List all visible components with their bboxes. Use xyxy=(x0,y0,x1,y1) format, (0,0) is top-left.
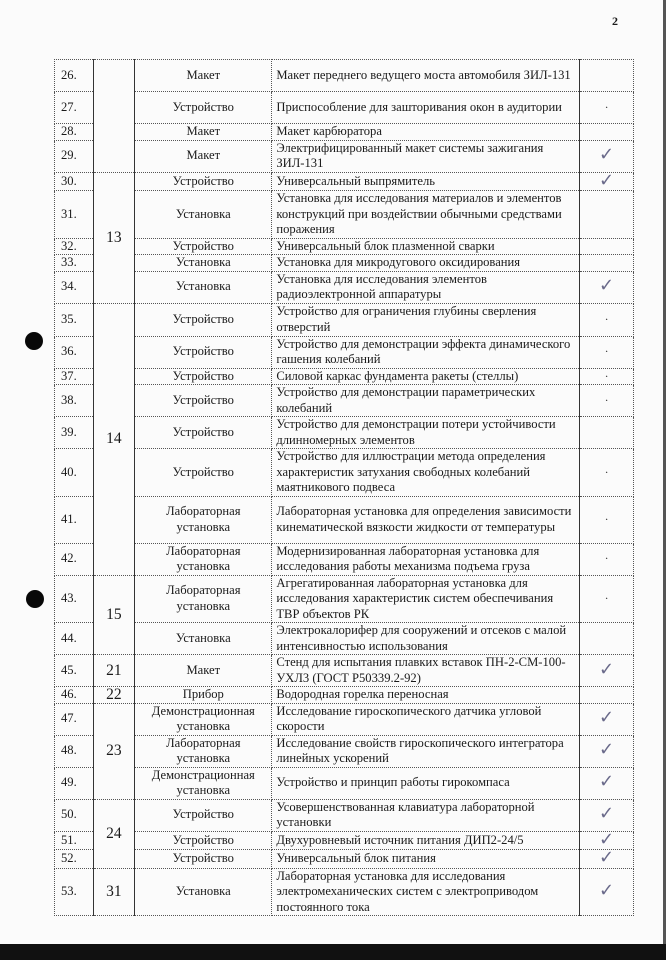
table-row xyxy=(55,655,634,687)
equipment-type: Макет xyxy=(135,60,272,92)
checkmark-icon: ✓ xyxy=(599,849,615,868)
row-number: 35. xyxy=(55,303,94,336)
equipment-description: Макет переднего ведущего моста автомобиля ЗИЛ-131 xyxy=(272,60,580,92)
row-number: 48. xyxy=(55,735,94,767)
equipment-description: Усовершенствованная клавиатура лабораторной установки xyxy=(272,799,580,831)
equipment-description: Водородная горелка переносная xyxy=(272,687,580,704)
row-number: 44. xyxy=(55,623,94,655)
equipment-description: Устройство для демонстрации параметрических колебаний xyxy=(272,385,580,417)
table-row xyxy=(55,60,634,92)
row-number: 50. xyxy=(55,799,94,831)
row-number: 47. xyxy=(55,703,94,735)
table-row xyxy=(55,850,634,869)
checkmark-icon: ✓ xyxy=(599,275,615,297)
equipment-description: Приспособление для зашторивания окон в аудитории xyxy=(272,92,580,124)
dot-mark-icon: · xyxy=(604,511,609,526)
equipment-description: Установка для исследования материалов и элементов конструкций при воздействии обычными средствами поражения xyxy=(272,191,580,239)
equipment-description: Устройство для ограничения глубины сверления отверстий xyxy=(272,303,580,336)
equipment-description: Силовой каркас фундамента ракеты (стеллы) xyxy=(272,368,580,385)
equipment-type: Установка xyxy=(135,623,272,655)
table-row xyxy=(55,255,634,272)
row-number: 29. xyxy=(55,140,94,172)
equipment-type: Макет xyxy=(135,140,272,172)
check-cell xyxy=(580,687,634,704)
table-row xyxy=(55,687,634,704)
equipment-description: Универсальный выпрямитель xyxy=(272,172,580,191)
checkmark-icon: ✓ xyxy=(599,172,615,191)
equipment-type: Устройство xyxy=(135,799,272,831)
table-row xyxy=(55,385,634,417)
hole-punch xyxy=(26,590,44,608)
page-number: 2 xyxy=(612,14,618,28)
check-cell xyxy=(580,60,634,92)
equipment-description: Лабораторная установка для исследования электромеханических систем с электроприводом постоянного тока xyxy=(272,868,580,916)
row-number: 43. xyxy=(55,575,94,623)
equipment-description: Исследование гироскопического датчика угловой скорости xyxy=(272,703,580,735)
check-cell xyxy=(580,767,634,799)
row-number: 40. xyxy=(55,449,94,497)
equipment-type: Устройство xyxy=(135,417,272,449)
equipment-type: Устройство xyxy=(135,850,272,869)
row-number: 46. xyxy=(55,687,94,704)
check-cell xyxy=(580,271,634,303)
table-row xyxy=(55,92,634,124)
group-number: 22 xyxy=(93,687,135,704)
equipment-description: Макет карбюратора xyxy=(272,124,580,141)
row-number: 45. xyxy=(55,655,94,687)
row-number: 37. xyxy=(55,368,94,385)
equipment-type: Устройство xyxy=(135,172,272,191)
table-row xyxy=(55,831,634,850)
check-cell xyxy=(580,255,634,272)
row-number: 31. xyxy=(55,191,94,239)
table-row xyxy=(55,496,634,543)
row-number: 27. xyxy=(55,92,94,124)
equipment-description: Электрокалорифер для сооружений и отсеков с малой интенсивностью использования xyxy=(272,623,580,655)
equipment-type: Установка xyxy=(135,271,272,303)
row-number: 52. xyxy=(55,850,94,869)
equipment-type: Лабораторная установка xyxy=(135,496,272,543)
row-number: 38. xyxy=(55,385,94,417)
equipment-type: Установка xyxy=(135,255,272,272)
equipment-description: Установка для исследования элементов радиоэлектронной аппаратуры xyxy=(272,271,580,303)
row-number: 32. xyxy=(55,238,94,255)
table-row xyxy=(55,543,634,575)
row-number: 26. xyxy=(55,60,94,92)
row-number: 53. xyxy=(55,868,94,916)
group-number: 14 xyxy=(93,303,135,575)
equipment-type: Устройство xyxy=(135,385,272,417)
check-cell xyxy=(580,496,634,543)
check-cell xyxy=(580,336,634,368)
check-cell xyxy=(580,368,634,385)
equipment-description: Универсальный блок плазменной сварки xyxy=(272,238,580,255)
row-number: 49. xyxy=(55,767,94,799)
check-cell xyxy=(580,172,634,191)
equipment-description: Универсальный блок питания xyxy=(272,850,580,869)
row-number: 34. xyxy=(55,271,94,303)
table-row xyxy=(55,623,634,655)
table-row xyxy=(55,336,634,368)
check-cell xyxy=(580,124,634,141)
row-number: 39. xyxy=(55,417,94,449)
table-row xyxy=(55,767,634,799)
group-number: 15 xyxy=(93,575,135,655)
check-cell xyxy=(580,735,634,767)
equipment-type: Прибор xyxy=(135,687,272,704)
check-cell xyxy=(580,417,634,449)
equipment-description: Устройство и принцип работы гирокомпаса xyxy=(272,767,580,799)
equipment-description: Исследование свойств гироскопического интегратора линейных ускорений xyxy=(272,735,580,767)
group-number: 23 xyxy=(93,703,135,799)
check-cell xyxy=(580,703,634,735)
group-number: 21 xyxy=(93,655,135,687)
table-row xyxy=(55,172,634,191)
check-cell xyxy=(580,799,634,831)
check-cell xyxy=(580,655,634,687)
table-row xyxy=(55,124,634,141)
equipment-type: Лабораторная установка xyxy=(135,575,272,623)
check-cell xyxy=(580,238,634,255)
table-row xyxy=(55,417,634,449)
scan-bottom-band xyxy=(0,944,666,960)
check-cell xyxy=(580,850,634,869)
row-number: 28. xyxy=(55,124,94,141)
checkmark-icon: ✓ xyxy=(599,771,615,793)
equipment-type: Устройство xyxy=(135,449,272,497)
equipment-description: Установка для микродугового оксидирования xyxy=(272,255,580,272)
equipment-type: Демонстрационная установка xyxy=(135,767,272,799)
dot-mark-icon: · xyxy=(604,591,609,605)
check-cell xyxy=(580,868,634,916)
dot-mark-icon: · xyxy=(604,551,609,566)
group-number: 13 xyxy=(93,172,135,303)
equipment-type: Установка xyxy=(135,191,272,239)
equipment-description: Двухуровневый источник питания ДИП2-24/5 xyxy=(272,831,580,850)
dot-mark-icon: · xyxy=(604,311,609,326)
table-row xyxy=(55,303,634,336)
checkmark-icon: ✓ xyxy=(599,880,615,901)
table-row xyxy=(55,735,634,767)
equipment-description: Устройство для демонстрации эффекта динамического гашения колебаний xyxy=(272,336,580,368)
group-number: 24 xyxy=(93,799,135,868)
equipment-type: Лабораторная установка xyxy=(135,735,272,767)
table-row xyxy=(55,368,634,385)
row-number: 51. xyxy=(55,831,94,850)
equipment-type: Устройство xyxy=(135,303,272,336)
equipment-type: Установка xyxy=(135,868,272,916)
checkmark-icon: ✓ xyxy=(599,803,615,825)
dot-mark-icon: · xyxy=(604,464,609,479)
check-cell xyxy=(580,449,634,497)
table-row xyxy=(55,238,634,255)
equipment-type: Устройство xyxy=(135,368,272,385)
table-row xyxy=(55,191,634,239)
equipment-description: Агрегатированная лабораторная установка для исследования характеристик систем обеспечивания ТВР объектов РК xyxy=(272,575,580,623)
equipment-type: Устройство xyxy=(135,238,272,255)
equipment-type: Устройство xyxy=(135,336,272,368)
dot-mark-icon: · xyxy=(604,392,609,407)
check-cell xyxy=(580,831,634,850)
checkmark-icon: ✓ xyxy=(599,707,615,729)
dot-mark-icon: · xyxy=(604,99,609,114)
equipment-type: Лабораторная установка xyxy=(135,543,272,575)
check-cell xyxy=(580,385,634,417)
dot-mark-icon: · xyxy=(604,344,609,359)
check-cell xyxy=(580,92,634,124)
checkmark-icon: ✓ xyxy=(599,144,615,166)
equipment-description: Модернизированная лабораторная установка для исследования работы механизма подъема груза xyxy=(272,543,580,575)
group-number xyxy=(93,60,135,173)
dot-mark-icon: · xyxy=(604,368,609,383)
equipment-description: Устройство для иллюстрации метода определения характеристик затухания свободных колебаний маятникового подвеса xyxy=(272,449,580,497)
check-cell xyxy=(580,191,634,239)
checkmark-icon: ✓ xyxy=(599,739,615,761)
table-row xyxy=(55,449,634,497)
equipment-type: Демонстрационная установка xyxy=(135,703,272,735)
equipment-description: Стенд для испытания плавких вставок ПН-2-СМ-100-УХЛ3 (ГОСТ Р50339.2-92) xyxy=(272,655,580,687)
equipment-description: Лабораторная установка для определения зависимости кинематической вязкости жидкости от температуры xyxy=(272,496,580,543)
equipment-type: Макет xyxy=(135,655,272,687)
equipment-description: Электрифицированный макет системы зажигания ЗИЛ-131 xyxy=(272,140,580,172)
equipment-table xyxy=(54,59,634,916)
hole-punch xyxy=(25,332,43,350)
table-row xyxy=(55,799,634,831)
equipment-description: Устройство для демонстрации потери устойчивости длинномерных элементов xyxy=(272,417,580,449)
group-number: 31 xyxy=(93,868,135,916)
table-row xyxy=(55,271,634,303)
checkmark-icon: ✓ xyxy=(599,831,615,850)
equipment-type: Макет xyxy=(135,124,272,141)
check-cell xyxy=(580,543,634,575)
check-cell xyxy=(580,623,634,655)
equipment-type: Устройство xyxy=(135,92,272,124)
equipment-type: Устройство xyxy=(135,831,272,850)
table-row xyxy=(55,703,634,735)
table-row xyxy=(55,140,634,172)
table-row xyxy=(55,868,634,916)
row-number: 33. xyxy=(55,255,94,272)
check-cell xyxy=(580,140,634,172)
row-number: 30. xyxy=(55,172,94,191)
check-cell xyxy=(580,303,634,336)
table-row xyxy=(55,575,634,623)
checkmark-icon: ✓ xyxy=(599,658,615,680)
row-number: 36. xyxy=(55,336,94,368)
row-number: 42. xyxy=(55,543,94,575)
check-cell xyxy=(580,575,634,623)
row-number: 41. xyxy=(55,496,94,543)
